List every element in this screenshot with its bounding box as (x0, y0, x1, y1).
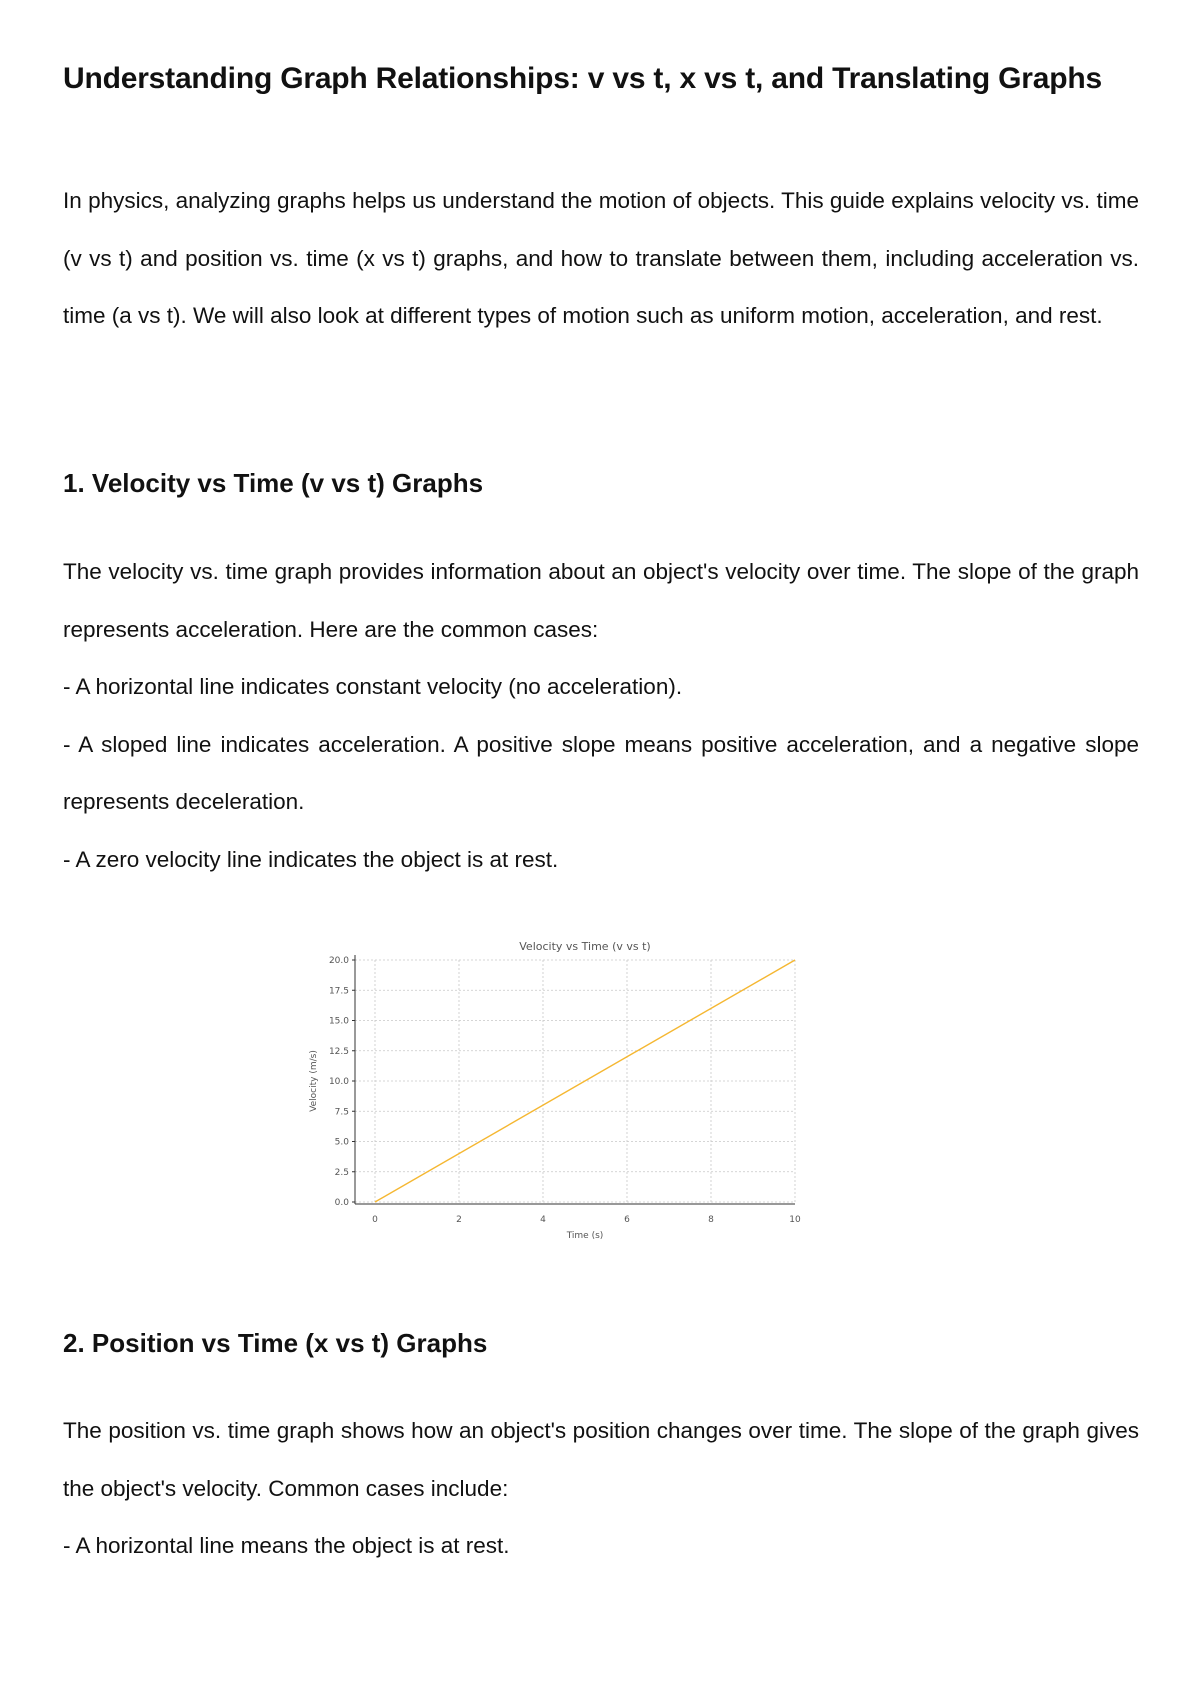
y-tick-label: 2.5 (334, 1167, 349, 1178)
section-1-bullet: - A sloped line indicates acceleration. A positive slope means positive acceleration, and a negative slope represents deceleration. (63, 731, 1139, 814)
x-tick-label: 4 (540, 1215, 546, 1225)
y-tick-label: 20.0 (328, 956, 349, 966)
section-2-bullet: - A horizontal line means the object is at rest. (63, 1533, 510, 1558)
section-1-paragraph: The velocity vs. time graph provides information about an object's velocity over time. The slope of the graph represents acceleration. Here are the common cases: (63, 559, 1139, 642)
x-tick-label: 8 (708, 1215, 714, 1225)
section-2-heading: 2. Position vs Time (x vs t) Graphs (63, 1328, 488, 1358)
section-2-body (63, 1402, 1139, 1575)
section-1-heading: 1. Velocity vs Time (v vs t) Graphs (63, 468, 484, 498)
y-tick-label: 7.5 (334, 1107, 349, 1118)
y-axis-label: Velocity (m/s) (309, 1050, 319, 1112)
intro-paragraph: In physics, analyzing graphs helps us understand the motion of objects. This guide explains velocity vs. time (v vs t) and position vs. time (x vs t) graphs, and how to translate between them, including acceleration vs. time (a vs t). We will also look at different types of motion such as uniform motion, acceleration, and rest. (63, 188, 1139, 328)
section-1-bullet: - A horizontal line indicates constant velocity (no acceleration). (63, 674, 683, 699)
section-1-body (63, 543, 1139, 888)
y-tick-label: 12.5 (328, 1046, 349, 1057)
y-tick-label: 17.5 (328, 986, 349, 997)
chart-title: Velocity vs Time (v vs t) (519, 940, 651, 953)
x-tick-label: 0 (372, 1215, 378, 1225)
velocity-time-chart (300, 930, 820, 1250)
section-2-paragraph: The position vs. time graph shows how an object's position changes over time. The slope of the graph gives the object's velocity. Common cases include: (63, 1418, 1139, 1501)
y-tick-label: 15.0 (328, 1016, 349, 1027)
y-tick-label: 10.0 (328, 1077, 349, 1087)
y-tick-label: 5.0 (334, 1137, 349, 1148)
x-tick-label: 10 (789, 1215, 801, 1225)
y-tick-label: 0.0 (334, 1198, 349, 1208)
chart-svg (300, 930, 820, 1250)
x-tick-label: 6 (624, 1215, 630, 1225)
section-1-bullet: - A zero velocity line indicates the object is at rest. (63, 846, 559, 872)
page-title: Understanding Graph Relationships: v vs t, x vs t, and Translating Graphs (63, 62, 1102, 95)
x-axis-label: Time (s) (566, 1231, 604, 1241)
x-tick-label: 2 (456, 1215, 462, 1225)
